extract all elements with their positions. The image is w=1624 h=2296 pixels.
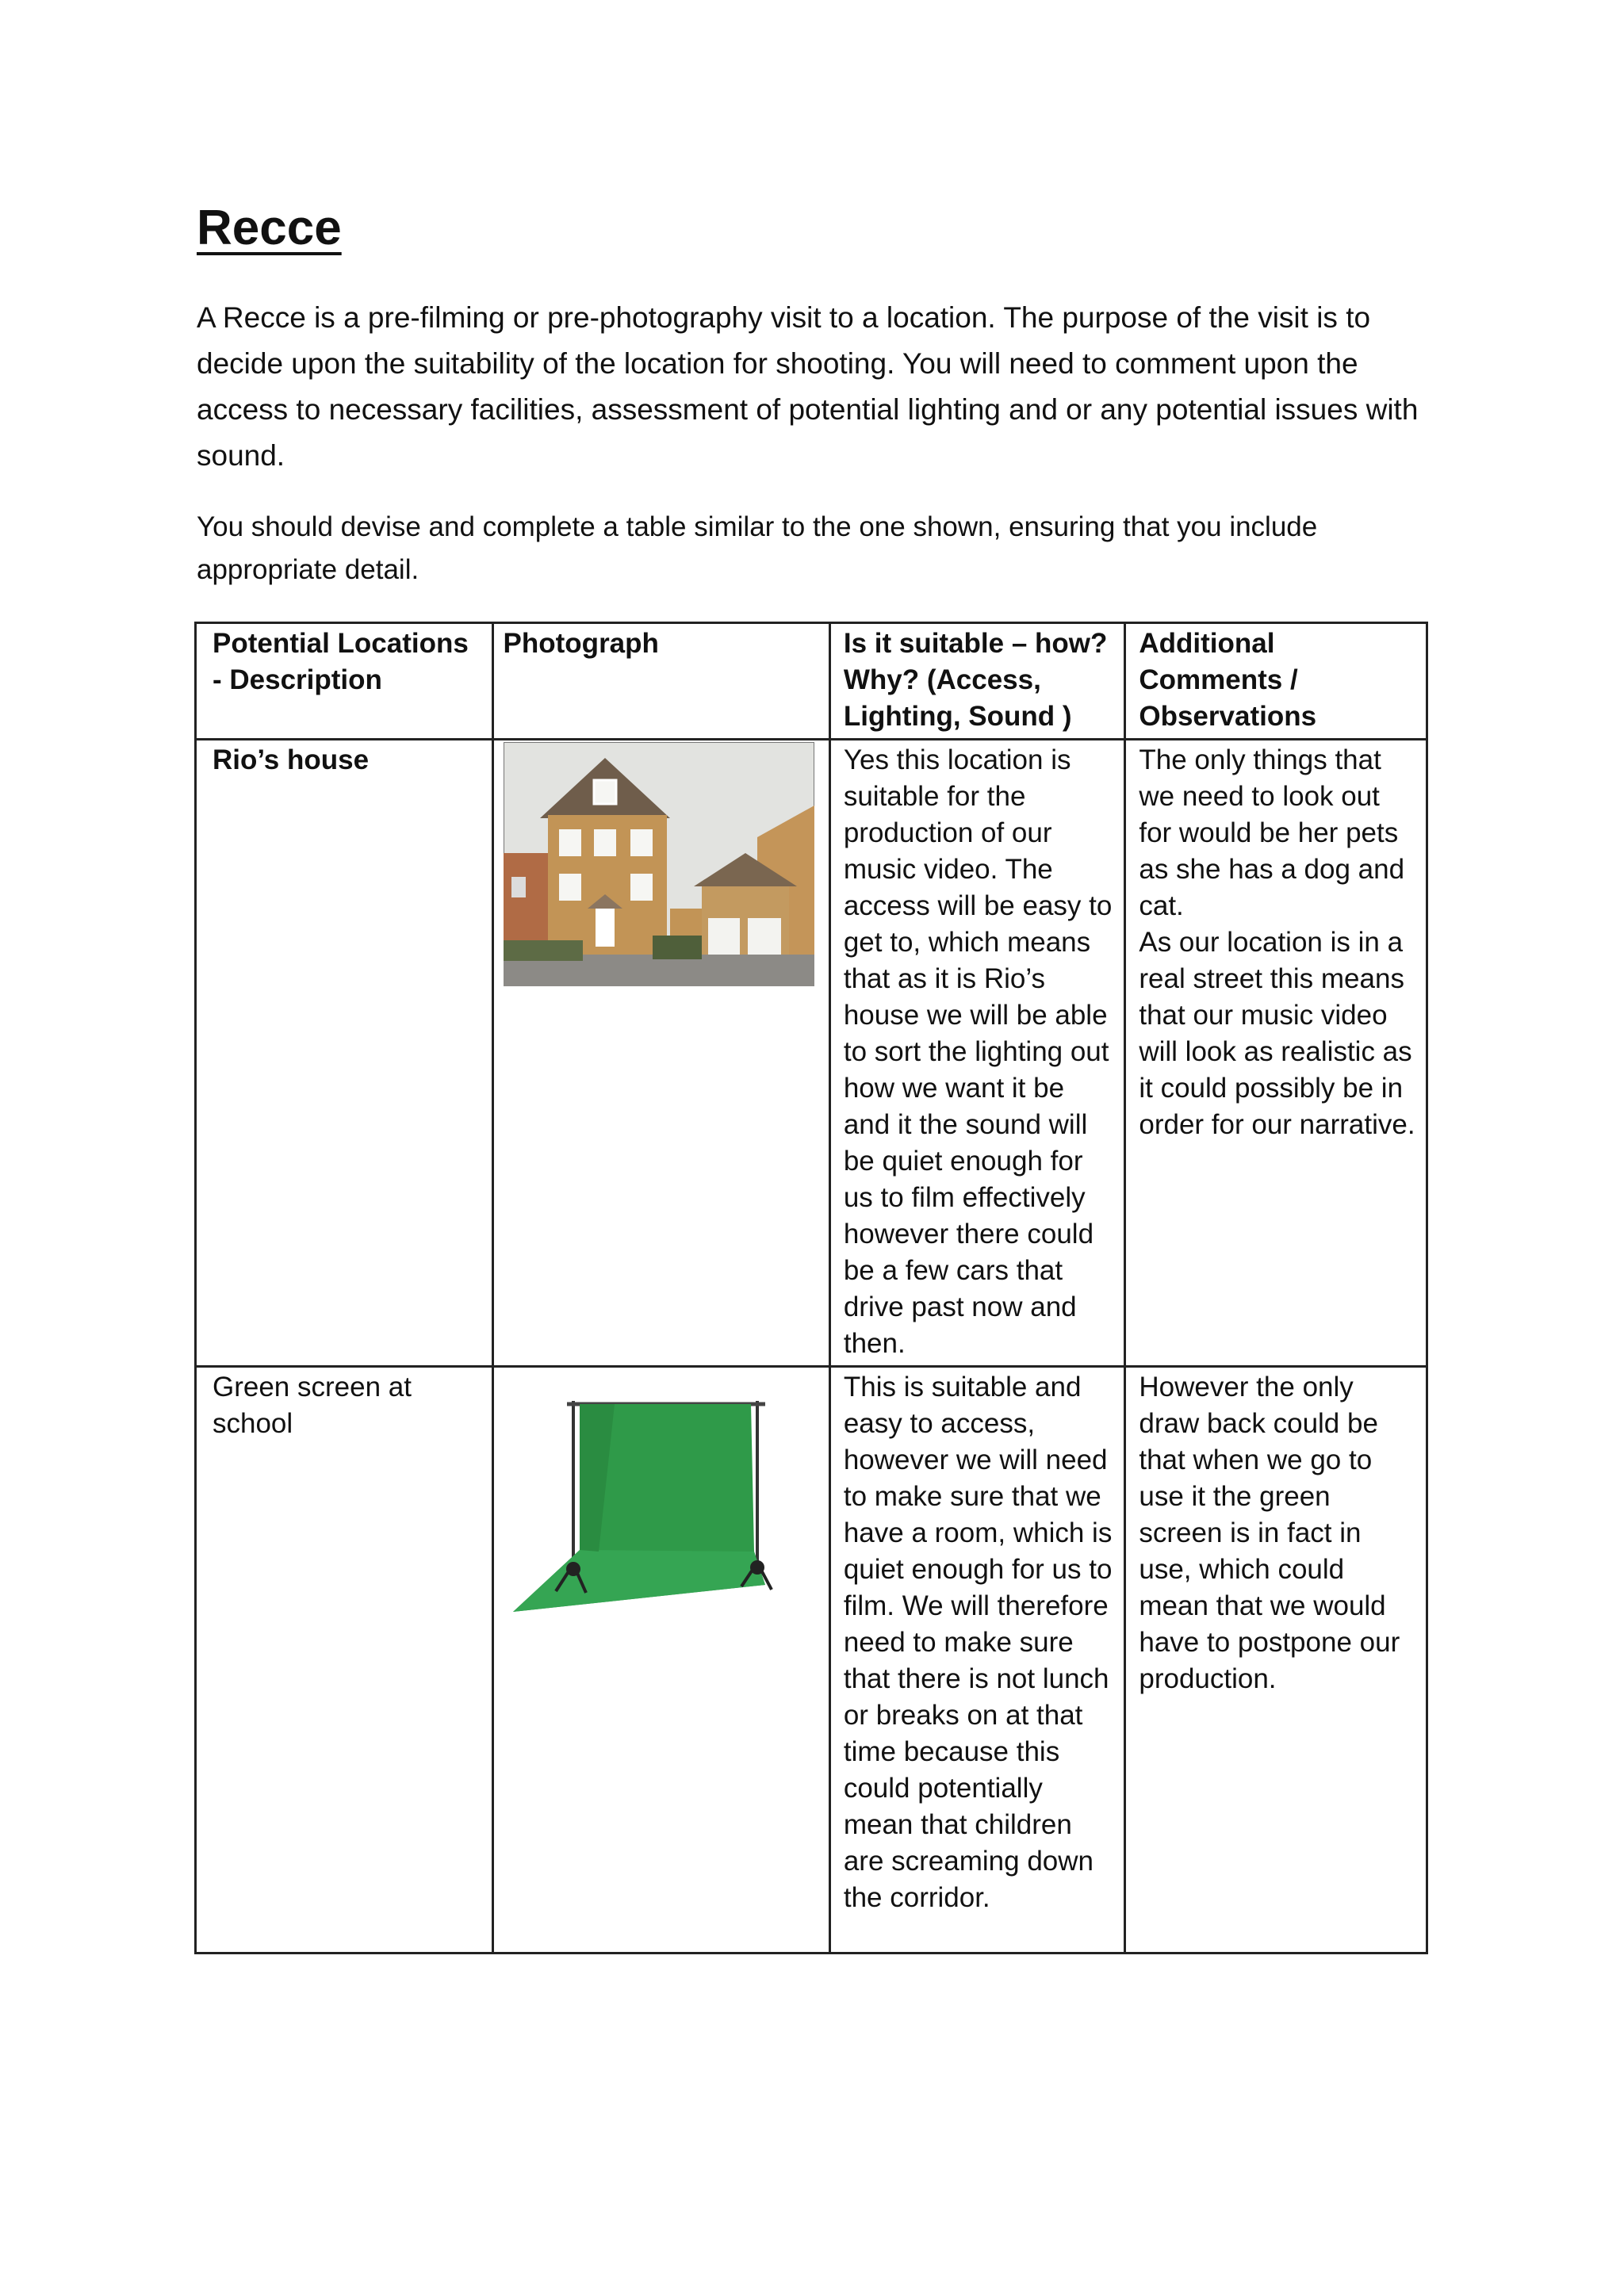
header-suitability: Is it suitable – how? Why? (Access, Lighting, Sound ) — [829, 623, 1125, 740]
recce-table — [194, 622, 1428, 1954]
house-photo — [504, 742, 814, 986]
table-row — [196, 740, 1427, 1367]
location-cell: Rio’s house — [196, 740, 493, 1367]
intro-paragraph: A Recce is a pre-filming or pre-photography visit to a location. The purpose of the visit is to decide upon the suitability of the location for shooting. You will need to comment upon the access to necessary facilities, assessment of potential lighting and or any potential issues with sound. — [197, 301, 1419, 472]
suitability-cell: This is suitable and easy to access, however we will need to make sure that we have a room, which is quiet enough for us to film. We will therefore need to make sure that there is not lunch or breaks on at that time because this could potentially mean that children are screaming down the corridor. — [829, 1367, 1125, 1954]
page-title: Recce — [197, 201, 342, 255]
instruction-paragraph: You should devise and complete a table similar to the one shown, ensuring that you include appropriate detail. — [197, 511, 1318, 585]
photo-cell — [492, 1367, 829, 1954]
comments-cell: However the only draw back could be that when we go to use it the green screen is in fact in use, which could mean that we would have to postpone our production. — [1125, 1367, 1427, 1954]
location-cell: Green screen at school — [196, 1367, 493, 1954]
table-row — [196, 1367, 1427, 1954]
header-comments: Additional Comments / Observations — [1125, 623, 1427, 740]
photo-cell — [492, 740, 829, 1367]
table-header-row — [196, 623, 1427, 740]
header-location: Potential Locations - Description — [196, 623, 493, 740]
comments-cell: The only things that we need to look out for would be her pets as she has a dog and cat. As our location is in a real street this means that our music video will look as realistic as it could possibly be in order for our narrative. — [1125, 740, 1427, 1367]
header-photograph: Photograph — [492, 623, 829, 740]
green-screen-photo — [504, 1369, 814, 1631]
suitability-cell: Yes this location is suitable for the production of our music video. The access will be easy to get to, which means that as it is Rio’s house we will be able to sort the lighting out how we want it be and it the sound will be quiet enough for us to film effectively however there could be a few cars that drive past now and then. — [829, 740, 1125, 1367]
